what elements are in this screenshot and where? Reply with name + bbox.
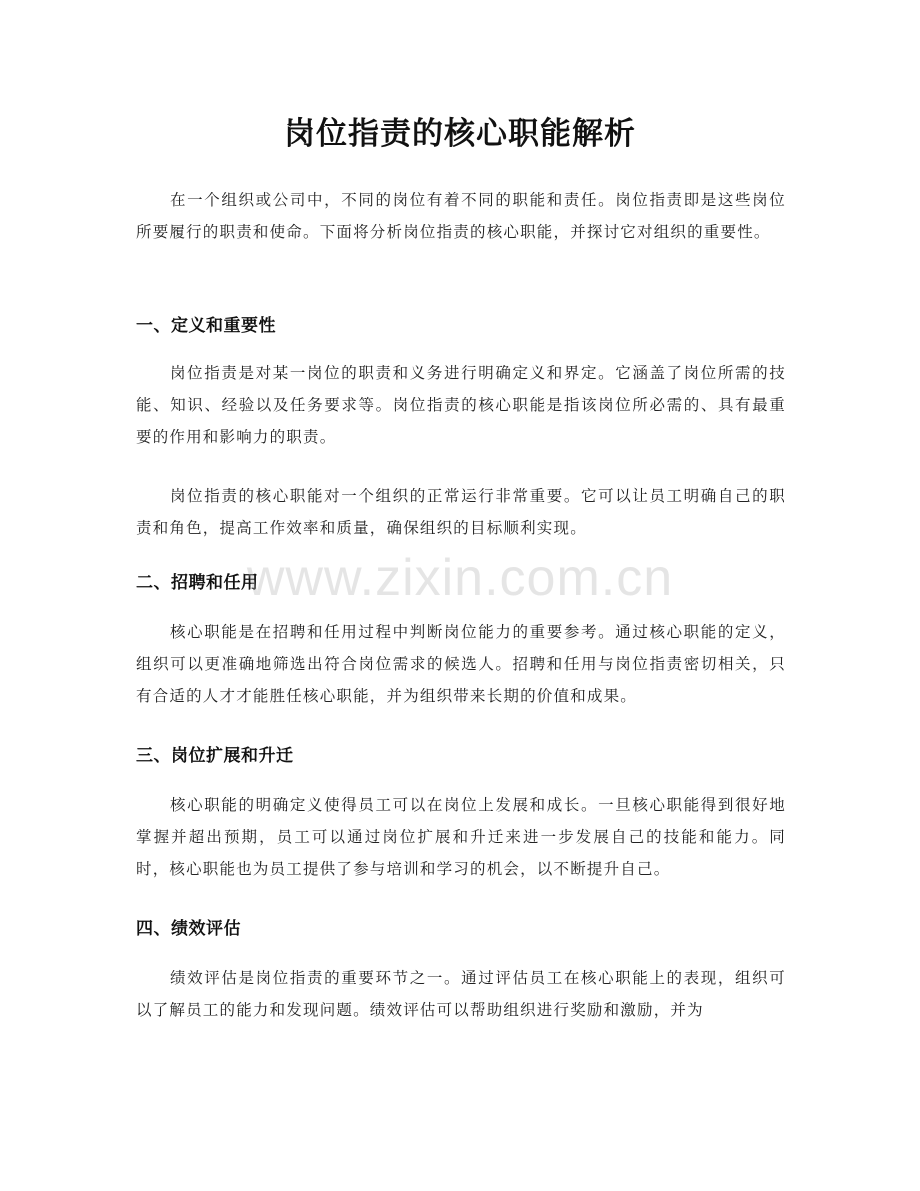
intro-paragraph: 在一个组织或公司中，不同的岗位有着不同的职能和责任。岗位指责即是这些岗位所要履行的职责和使命。下面将分析岗位指责的核心职能，并探讨它对组织的重要性。 <box>136 191 786 241</box>
watermark: www.zixin.com.cn <box>246 549 674 607</box>
document-title: 岗位指责的核心职能解析 <box>284 116 636 152</box>
section-paragraph: 岗位指责是对某一岗位的职责和义务进行明确定义和界定。它涵盖了岗位所需的技能、知识、经验以及任务要求等。岗位指责的核心职能是指该岗位所必需的、具有最重要的作用和影响力的职责。 <box>136 364 786 446</box>
section-heading-performance: 四、绩效评估 <box>136 919 241 939</box>
section-heading-recruitment: 二、招聘和任用 <box>136 573 259 593</box>
section-paragraph: 核心职能是在招聘和任用过程中判断岗位能力的重要参考。通过核心职能的定义，组织可以更准确地筛选出符合岗位需求的候选人。招聘和任用与岗位指责密切相关，只有合适的人才才能胜任核心职能，并为组织带来长期的价值和成果。 <box>136 623 786 705</box>
section-paragraph: 岗位指责的核心职能对一个组织的正常运行非常重要。它可以让员工明确自己的职责和角色，提高工作效率和质量，确保组织的目标顺利实现。 <box>136 487 786 537</box>
section-heading-definition: 一、定义和重要性 <box>136 316 276 336</box>
section-paragraph: 核心职能的明确定义使得员工可以在岗位上发展和成长。一旦核心职能得到很好地掌握并超出预期，员工可以通过岗位扩展和升迁来进一步发展自己的技能和能力。同时，核心职能也为员工提供了参与培训和学习的机会，以不断提升自己。 <box>136 796 786 878</box>
section-paragraph: 绩效评估是岗位指责的重要环节之一。通过评估员工在核心职能上的表现，组织可以了解员工的能力和发现问题。绩效评估可以帮助组织进行奖励和激励，并为 <box>136 969 786 1019</box>
section-heading-promotion: 三、岗位扩展和升迁 <box>136 746 294 766</box>
